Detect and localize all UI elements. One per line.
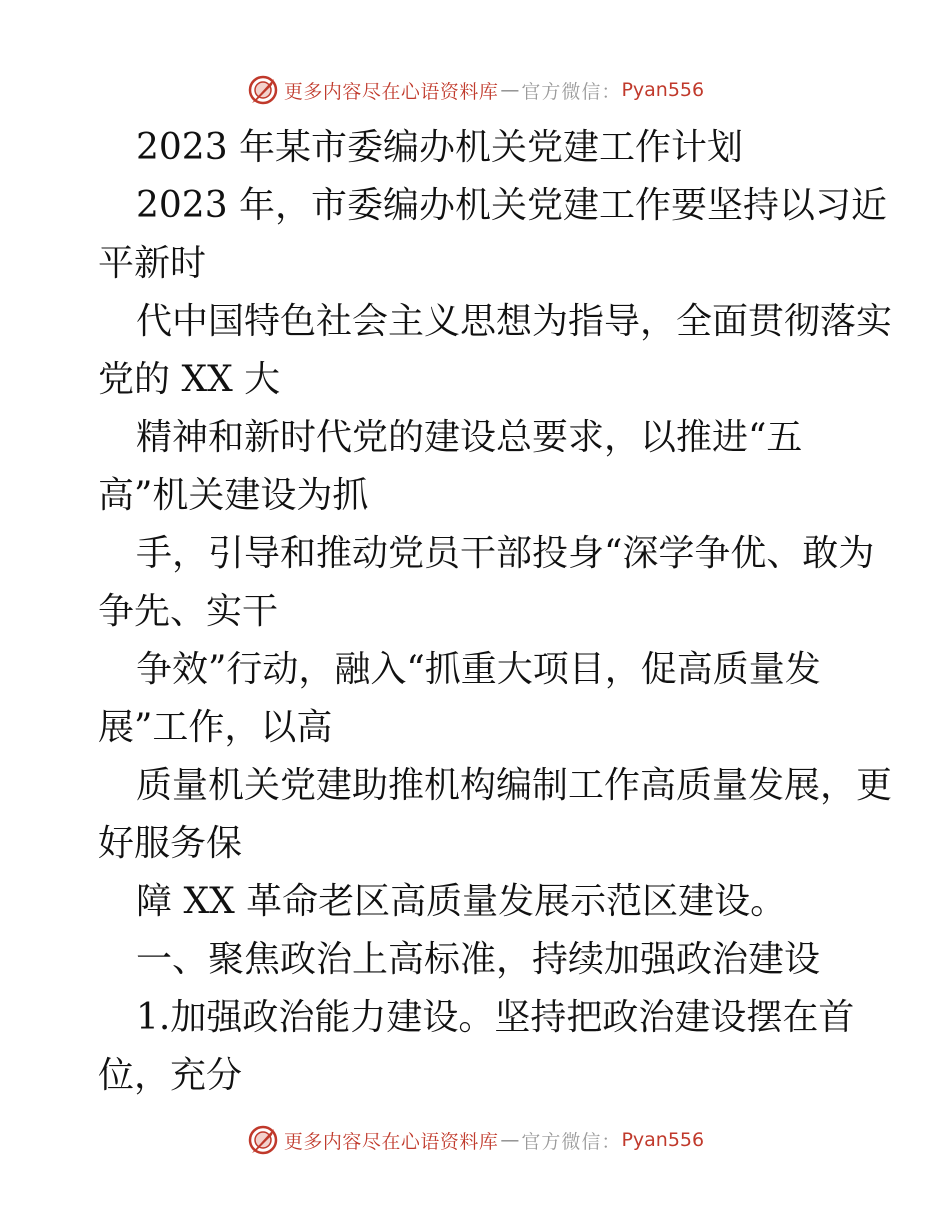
quill-logo-icon <box>246 1123 280 1157</box>
document-title: 2023 年某市委编办机关党建工作计划 <box>136 127 744 168</box>
watermark-site-text: 更多内容尽在心语资料库 <box>283 80 499 103</box>
watermark-label: 官方微信： <box>521 1130 622 1153</box>
body-line: 高”机关建设为抓 <box>98 475 369 516</box>
watermark-label: 官方微信： <box>521 80 622 103</box>
watermark-handle: Pyan556 <box>621 1129 705 1151</box>
body-line: 展”工作，以高 <box>98 707 333 748</box>
body-line: 2023 年，市委编办机关党建工作要坚持以习近 <box>136 185 888 226</box>
quill-logo-icon <box>246 73 280 107</box>
body-line: 争效”行动，融入“抓重大项目，促高质量发 <box>136 649 821 690</box>
body-line: 党的 XX 大 <box>98 359 281 400</box>
watermark-handle: Pyan556 <box>621 79 705 101</box>
body-line: 质量机关党建助推机构编制工作高质量发展，更 <box>136 765 893 806</box>
header-watermark-banner <box>0 70 950 110</box>
section-heading: 一、聚焦政治上高标准，持续加强政治建设 <box>136 939 821 980</box>
watermark-site-text: 更多内容尽在心语资料库 <box>283 1130 499 1153</box>
body-line: 好服务保 <box>98 823 243 864</box>
watermark-dash: — <box>500 79 520 101</box>
body-line: 精神和新时代党的建设总要求，以推进“五 <box>136 417 803 458</box>
body-line: 平新时 <box>98 243 207 284</box>
body-line: 代中国特色社会主义思想为指导，全面贯彻落实 <box>136 301 893 342</box>
watermark-dash: — <box>500 1129 520 1151</box>
footer-watermark-banner <box>0 1120 950 1160</box>
body-line: 1.加强政治能力建设。坚持把政治建设摆在首 <box>136 997 855 1038</box>
body-line: 手，引导和推动党员干部投身“深学争优、敢为 <box>136 533 875 574</box>
body-line: 争先、实干 <box>98 591 279 632</box>
body-line: 位，充分 <box>98 1055 243 1096</box>
body-line: 障 XX 革命老区高质量发展示范区建设。 <box>136 881 787 922</box>
